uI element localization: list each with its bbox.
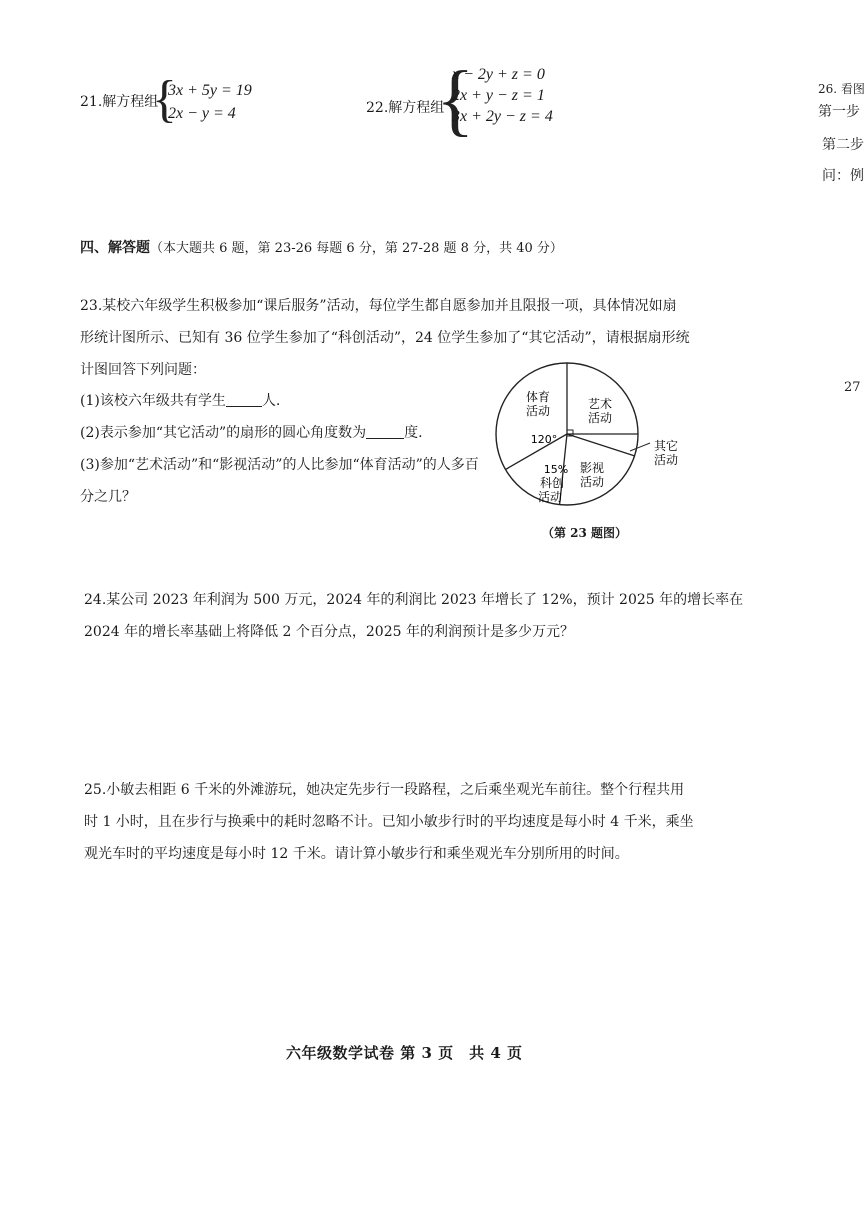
q23-sub-1-blank[interactable]	[226, 392, 262, 407]
label-sci-pct: 15%	[543, 463, 569, 476]
label-sci-1: 科创	[539, 476, 565, 490]
section-4-heading	[80, 238, 563, 259]
q21-brace: {	[152, 71, 177, 128]
q23-caption: （第 23 题图）	[542, 526, 628, 540]
q22-eq-1: x − 2y + z = 0	[452, 66, 545, 83]
q23-pie-chart	[480, 360, 700, 540]
q23-sub-2-blank[interactable]	[366, 424, 404, 439]
q25-line-1: 25.小敏去相距 6 千米的外滩游玩，她决定先步行一段路程，之后乘坐观光车前往。整个行程共用	[84, 782, 685, 798]
section-4-title: 四、解答题	[80, 240, 150, 256]
q22-eq-3: 3x + 2y − z = 4	[452, 108, 553, 125]
page-footer: 六年级数学试卷 第 3 页 共 4 页	[286, 1044, 523, 1062]
label-sci-2: 活动	[537, 490, 563, 504]
label-film-2: 活动	[579, 475, 605, 489]
label-film-1: 影视	[579, 461, 605, 475]
q21-system	[168, 80, 252, 124]
q21-eq-2: 2x − y = 4	[168, 105, 236, 122]
q25-line-2: 时 1 小时，且在步行与换乘中的耗时忽略不计。已知小敏步行时的平均速度是每小时 4 千米，乘坐	[84, 814, 694, 830]
right-cut-line-1: 26. 看图	[818, 82, 865, 96]
q25-line-3: 观光车时的平均速度是每小时 12 千米。请计算小敏步行和乘坐观光车分别所用的时间。	[84, 846, 629, 862]
q23-line-2: 形统计图所示、已知有 36 位学生参加了“科创活动”，24 位学生参加了“其它活动”，请根据扇形统	[80, 330, 690, 346]
section-4-note: （本大题共 6 题，第 23-26 每题 6 分，第 27-28 题 8 分，共 40 分）	[150, 241, 563, 256]
right-cut-mark: 27	[844, 380, 861, 395]
q22-system	[452, 64, 553, 127]
q23-sub-2	[80, 423, 423, 443]
label-other-1: 其它	[653, 439, 679, 453]
right-cut-line-3: 第二步	[822, 137, 864, 153]
q23-line-1: 23.某校六年级学生积极参加“课后服务”活动，每位学生都自愿参加并且限报一项，具体情况如扇	[80, 298, 677, 314]
q22-brace: {	[436, 56, 475, 144]
q25-block	[84, 774, 694, 870]
label-sports-2: 活动	[525, 404, 551, 418]
q24-line-2: 2024 年的增长率基础上将降低 2 个百分点，2025 年的利润预计是多少万元？	[84, 624, 574, 640]
q23-sub-2-text: (2)表示参加“其它活动”的扇形的圆心角度数为	[80, 425, 367, 441]
label-arts-2: 活动	[587, 411, 613, 425]
q23-sub-1-unit: 人.	[261, 393, 281, 409]
q24-line-1: 24.某公司 2023 年利润为 500 万元，2024 年的利润比 2023 年增长了 12%，预计 2025 年的增长率在	[84, 592, 744, 608]
right-cut-line-2: 第一步	[818, 104, 860, 120]
q24-block	[84, 584, 743, 648]
q23-sub-1	[80, 391, 280, 411]
right-cut-line-4: 问：例	[822, 168, 864, 184]
q22-label: 22.解方程组	[366, 100, 445, 116]
q23-sub-2-unit: 度.	[404, 425, 423, 441]
q22-eq-2: 2x + y − z = 1	[452, 87, 545, 104]
label-arts-1: 艺术	[587, 397, 613, 411]
q21-eq-1: 3x + 5y = 19	[168, 82, 252, 99]
q23-sub-1-text: (1)该校六年级共有学生	[80, 393, 226, 409]
q23-line-3: 计图回答下列问题：	[80, 362, 206, 378]
q23-sub-3-line-1: (3)参加“艺术活动”和“影视活动”的人比参加“体育活动”的人多百	[80, 457, 479, 473]
label-angle: 120°	[530, 433, 558, 446]
label-sports-1: 体育	[525, 390, 551, 404]
q21-label: 21.解方程组	[80, 94, 159, 110]
label-other-2: 活动	[653, 453, 679, 467]
q23-sub-3-line-2: 分之几？	[80, 489, 136, 505]
